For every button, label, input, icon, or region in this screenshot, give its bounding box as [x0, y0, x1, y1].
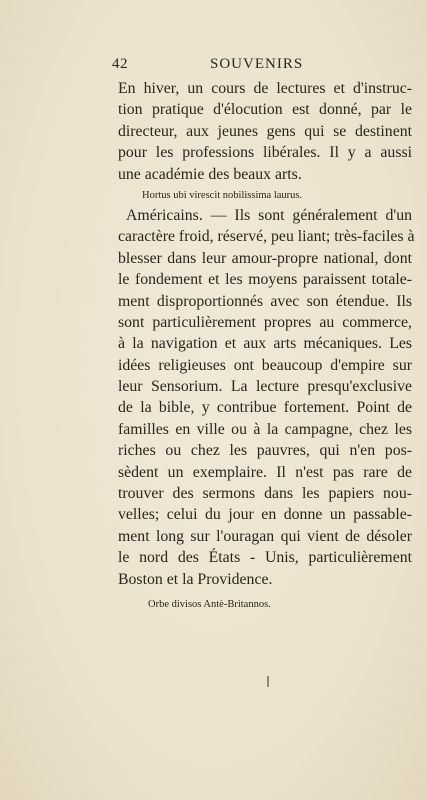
text-line: trouver des sermons dans les papiers nou- — [118, 485, 412, 503]
text-line: sèdent un exemplaire. Il n'est pas rare de — [118, 463, 412, 481]
text-line: une académie des beaux arts. — [118, 165, 302, 183]
text-line: le nord des États - Unis, particulièrement — [118, 549, 412, 567]
text-line: Américains. — Ils sont généralement d'un — [126, 206, 412, 224]
text-line: de la bible, y contribue fortement. Point de — [118, 399, 412, 417]
text-line: à la navigation et aux arts mécaniques. Les — [118, 335, 412, 353]
text-line: familles en ville ou à la campagne, chez les — [118, 420, 412, 438]
text-line: le fondement et les moyens paraissent totale- — [118, 271, 412, 289]
page-header — [112, 56, 302, 76]
text-line: caractère froid, réservé, peu liant; très-faciles à — [118, 228, 415, 246]
page-number: 42 — [112, 56, 128, 72]
latin-quote: Hortus ubi virescit nobilissima laurus. — [142, 189, 303, 201]
text-line: velles; celui du jour en donne un passable- — [118, 506, 412, 524]
text-line: riches ou chez les pauvres, qui n'en pos- — [118, 442, 412, 460]
text-line: En hiver, un cours de lectures et d'instruc- — [118, 80, 412, 97]
text-line: blesser dans leur amour-propre national, dont — [118, 249, 412, 267]
text-line: pour les professions libérales. Il y a aussi — [118, 144, 412, 162]
text-line: tion pratique d'élocution est donné, par le — [118, 101, 412, 119]
text-line: ment disproportionnés avec son étendue. Ils — [118, 292, 412, 310]
text-line: Boston et la Providence. — [118, 570, 273, 588]
ink-mark — [267, 676, 269, 687]
text-line: sont particulièrement propres au commerce, — [118, 313, 412, 331]
latin-quote: Orbe divisos Antè-Britannos. — [148, 598, 271, 610]
text-line: ment long sur l'ouragan qui vient de désoler — [118, 527, 412, 545]
body-text — [118, 78, 415, 610]
text-line: directeur, aux jeunes gens qui se destinent — [118, 122, 412, 140]
text-line: idées religieuses ont beaucoup d'empire sur — [118, 356, 412, 374]
text-line: leur Sensorium. La lecture presqu'exclusive — [118, 378, 412, 396]
running-head: SOUVENIRS — [210, 56, 304, 72]
